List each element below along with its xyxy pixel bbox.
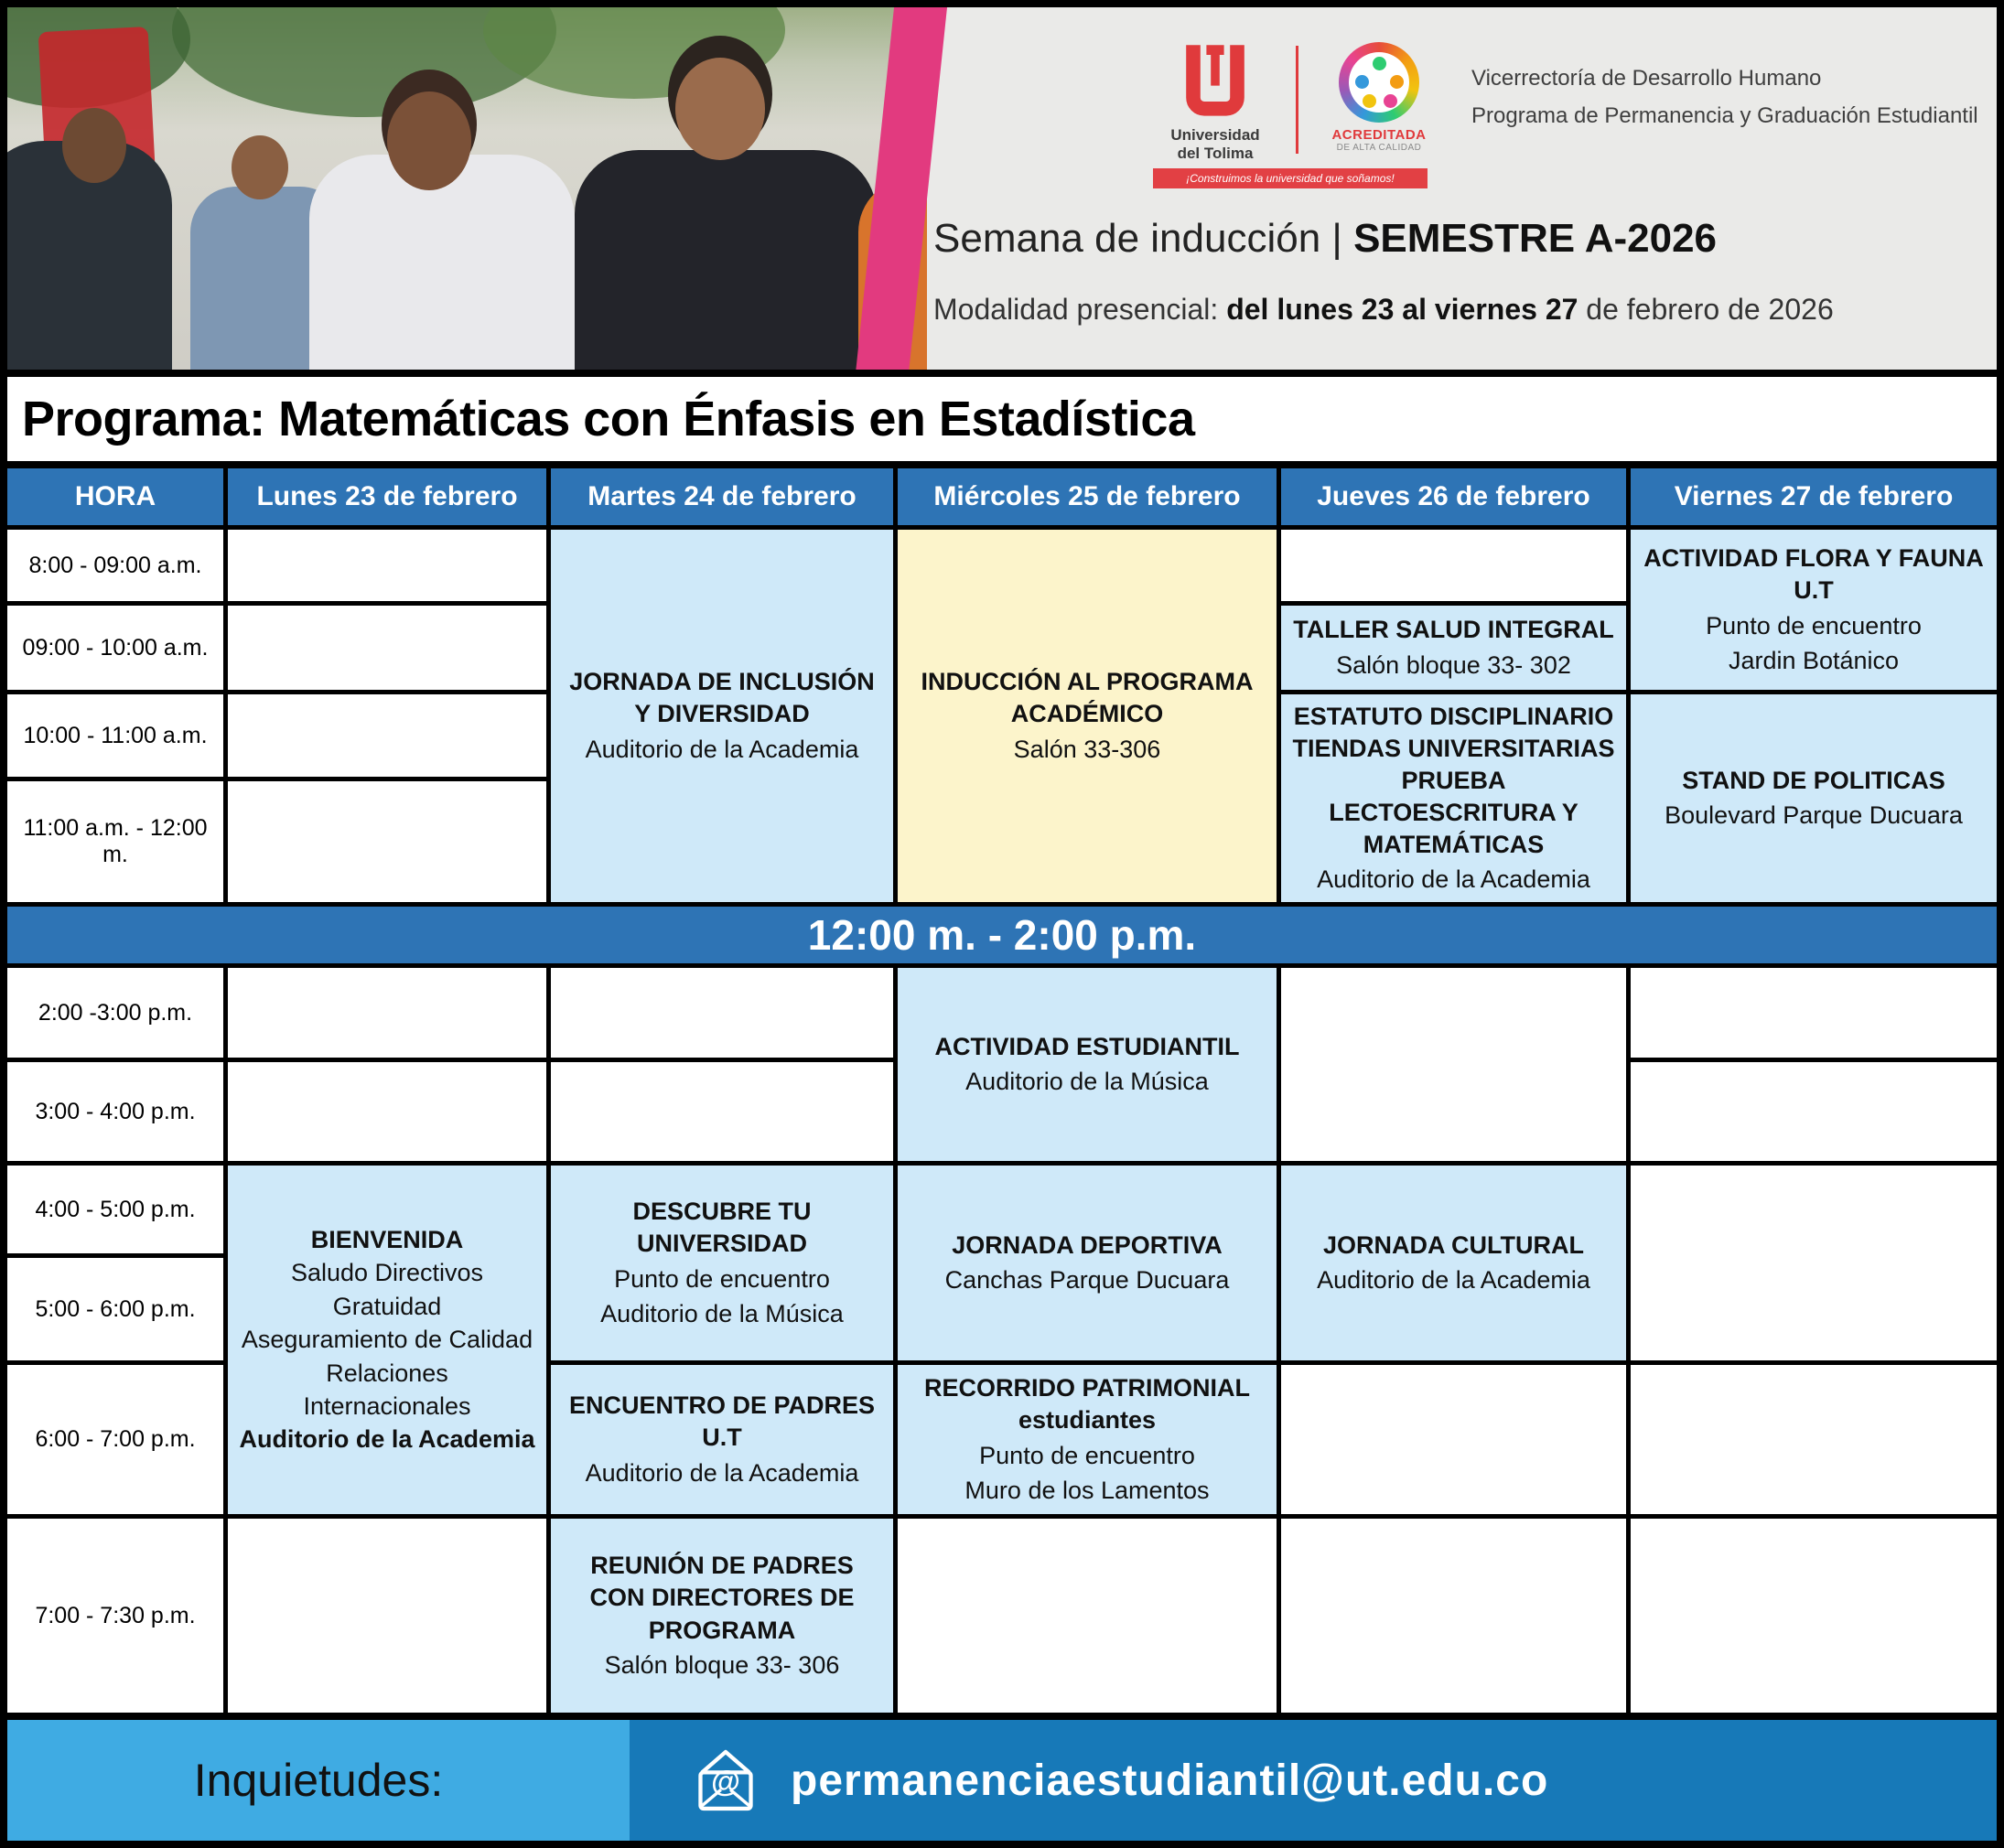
event-actividad-estudiantil <box>898 968 1277 1161</box>
event-induccion-programa <box>898 530 1277 902</box>
accredited-dot <box>1373 57 1386 70</box>
column-header-viernes: Viernes 27 de febrero <box>1631 468 1997 525</box>
logo-divider <box>1296 46 1298 154</box>
empty-cell <box>228 1519 546 1713</box>
modality-dates: del lunes 23 al viernes 27 <box>1226 293 1578 326</box>
empty-cell <box>898 1519 1277 1713</box>
event-title: estudiantes <box>1018 1406 1157 1434</box>
event-title: REUNIÓN DE PADRES CON DIRECTORES DE PROGRAMA <box>589 1552 855 1644</box>
student-figure <box>675 58 765 160</box>
event-jornada-cultural <box>1281 1166 1626 1360</box>
event-reunion-padres <box>551 1519 893 1713</box>
event-title: JORNADA DEPORTIVA <box>952 1230 1223 1259</box>
accredited-dot <box>1355 75 1369 89</box>
event-location: Salón bloque 33- 306 <box>604 1650 840 1679</box>
event-location: Auditorio de la Academia <box>1317 865 1590 894</box>
program-title-bar <box>7 377 1997 461</box>
semester-label: SEMESTRE A-2026 <box>1353 216 1718 261</box>
event-title: BIENVENIDA <box>310 1226 464 1254</box>
empty-cell <box>228 781 546 902</box>
time-slot: 3:00 - 4:00 p.m. <box>7 1062 223 1161</box>
event-descubre <box>551 1166 893 1360</box>
empty-cell <box>1631 968 1997 1058</box>
empty-cell <box>1631 1519 1997 1713</box>
time-slot: 4:00 - 5:00 p.m. <box>7 1166 223 1253</box>
students-photo <box>7 7 927 370</box>
event-taller-salud <box>1281 606 1626 690</box>
university-slogan-banner: ¡Construimos la universidad que soñamos! <box>1153 168 1428 188</box>
event-flora-fauna <box>1631 530 1997 690</box>
student-figure <box>575 150 877 370</box>
accredited-dot <box>1390 75 1404 89</box>
accredited-label: ACREDITADA <box>1331 127 1427 143</box>
modality-prefix: Modalidad presencial: <box>933 293 1227 326</box>
event-line: Aseguramiento de Calidad <box>241 1326 533 1354</box>
empty-cell <box>551 1062 893 1161</box>
time-slot: 7:00 - 7:30 p.m. <box>7 1519 223 1713</box>
event-title: TALLER SALUD INTEGRAL <box>1293 616 1614 644</box>
org-line1: Vicerrectoría de Desarrollo Humano <box>1471 66 1822 91</box>
event-location: Punto de encuentro <box>1706 611 1922 639</box>
event-location: Punto de encuentro <box>614 1264 830 1293</box>
column-header-lunes: Lunes 23 de febrero <box>228 468 546 525</box>
event-encuentro-padres <box>551 1365 893 1514</box>
event-title: ESTATUTO DISCIPLINARIO TIENDAS UNIVERSITARIAS PRUEBA LECTOESCRITURA Y MATEMÁTICAS <box>1292 702 1615 859</box>
empty-cell <box>228 1062 546 1161</box>
event-location: Auditorio de la Música <box>965 1068 1209 1095</box>
accredited-circle-icon <box>1339 42 1419 123</box>
accredited-sublabel: DE ALTA CALIDAD <box>1336 143 1422 153</box>
empty-cell <box>551 968 893 1058</box>
student-figure <box>62 108 126 183</box>
event-jornada-deportiva <box>898 1166 1277 1360</box>
column-header-miercoles: Miércoles 25 de febrero <box>898 468 1277 525</box>
event-line: Gratuidad <box>332 1292 442 1320</box>
event-location: Canchas Parque Ducuara <box>944 1266 1230 1294</box>
time-slot: 8:00 - 09:00 a.m. <box>7 530 223 601</box>
org-text <box>1471 60 1978 135</box>
event-title: RECORRIDO PATRIMONIAL <box>924 1374 1250 1402</box>
empty-cell <box>228 968 546 1058</box>
event-location: Punto de encuentro <box>979 1441 1195 1469</box>
footer-label-block <box>7 1720 630 1841</box>
empty-cell <box>1281 530 1626 601</box>
event-title: ACTIVIDAD FLORA Y FAUNA U.T <box>1643 544 1984 605</box>
contact-footer <box>7 1720 1997 1841</box>
contact-email[interactable]: permanenciaestudiantil@ut.edu.co <box>791 1756 1549 1805</box>
empty-cell <box>1281 968 1626 1161</box>
induction-week-regular: Semana de inducción | <box>933 216 1354 261</box>
footer-label: Inquietudes: <box>193 1755 444 1806</box>
email-envelope-icon <box>686 1741 765 1820</box>
modality-suffix: de febrero de 2026 <box>1578 293 1834 326</box>
university-name <box>1170 126 1259 162</box>
empty-cell <box>228 694 546 777</box>
event-title: DESCUBRE TU UNIVERSIDAD <box>632 1198 812 1258</box>
event-title: STAND DE POLITICAS <box>1682 766 1945 794</box>
event-line: Relaciones Internacionales <box>303 1359 471 1421</box>
header-banner <box>7 7 1997 370</box>
ut-logo-icon <box>1182 42 1248 123</box>
empty-cell <box>1281 1365 1626 1514</box>
accredited-dot <box>1363 94 1376 108</box>
event-location: Auditorio de la Academia <box>585 1458 859 1487</box>
event-location: Jardin Botánico <box>1728 646 1900 674</box>
empty-cell <box>1631 1166 1997 1360</box>
student-figure <box>387 91 471 190</box>
event-bienvenida <box>228 1166 546 1514</box>
org-line2: Programa de Permanencia y Graduación Estudiantil <box>1471 102 1978 128</box>
empty-cell <box>228 530 546 601</box>
svg-text:@: @ <box>711 1764 740 1799</box>
column-header-hora: HORA <box>7 468 223 525</box>
event-location: Muro de los Lamentos <box>964 1476 1210 1504</box>
time-slot: 11:00 a.m. - 12:00 m. <box>7 781 223 902</box>
event-location: Auditorio de la Música <box>600 1299 844 1327</box>
university-logo <box>1151 42 1279 162</box>
footer-email-block <box>630 1720 1997 1841</box>
event-location: Auditorio de la Academia <box>1317 1266 1590 1294</box>
university-name-line1: Universidad <box>1170 126 1260 144</box>
event-jornada-inclusion <box>551 530 893 902</box>
event-title: INDUCCIÓN AL PROGRAMA ACADÉMICO <box>921 668 1254 728</box>
event-recorrido <box>898 1365 1277 1514</box>
university-name-line2: del Tolima <box>1177 144 1254 162</box>
event-estatuto <box>1281 694 1626 902</box>
event-line: Saludo Directivos <box>290 1259 484 1287</box>
student-figure <box>232 135 288 199</box>
schedule-table <box>7 468 1997 1713</box>
time-slot: 5:00 - 6:00 p.m. <box>7 1258 223 1360</box>
accredited-logo <box>1315 42 1443 153</box>
induction-week-title <box>933 216 1717 262</box>
accredited-dot <box>1384 94 1397 108</box>
modality-line <box>933 293 1834 327</box>
time-slot: 09:00 - 10:00 a.m. <box>7 606 223 690</box>
empty-cell <box>1631 1062 1997 1161</box>
event-title: JORNADA DE INCLUSIÓN Y DIVERSIDAD <box>569 668 875 728</box>
event-location: Salón bloque 33- 302 <box>1336 650 1571 679</box>
event-location: Salón 33-306 <box>1013 735 1161 763</box>
empty-cell <box>1281 1519 1626 1713</box>
empty-cell <box>1631 1365 1997 1514</box>
page-title: Programa: Matemáticas con Énfasis en Estadística <box>22 392 1195 446</box>
event-title: ENCUENTRO DE PADRES U.T <box>568 1391 876 1452</box>
logo-row <box>1151 42 1443 162</box>
event-location: Boulevard Parque Ducuara <box>1665 801 1963 829</box>
time-slot: 10:00 - 11:00 a.m. <box>7 694 223 777</box>
time-slot: 2:00 -3:00 p.m. <box>7 968 223 1058</box>
event-title: ACTIVIDAD ESTUDIANTIL <box>934 1032 1240 1060</box>
empty-cell <box>228 606 546 690</box>
column-header-martes: Martes 24 de febrero <box>551 468 893 525</box>
event-location: Auditorio de la Academia <box>239 1424 535 1453</box>
column-header-jueves: Jueves 26 de febrero <box>1281 468 1626 525</box>
midday-break-band: 12:00 m. - 2:00 p.m. <box>7 907 1997 963</box>
time-slot: 6:00 - 7:00 p.m. <box>7 1365 223 1514</box>
event-stand-politicas <box>1631 694 1997 902</box>
event-location: Auditorio de la Academia <box>585 735 859 763</box>
event-title: JORNADA CULTURAL <box>1323 1230 1584 1259</box>
